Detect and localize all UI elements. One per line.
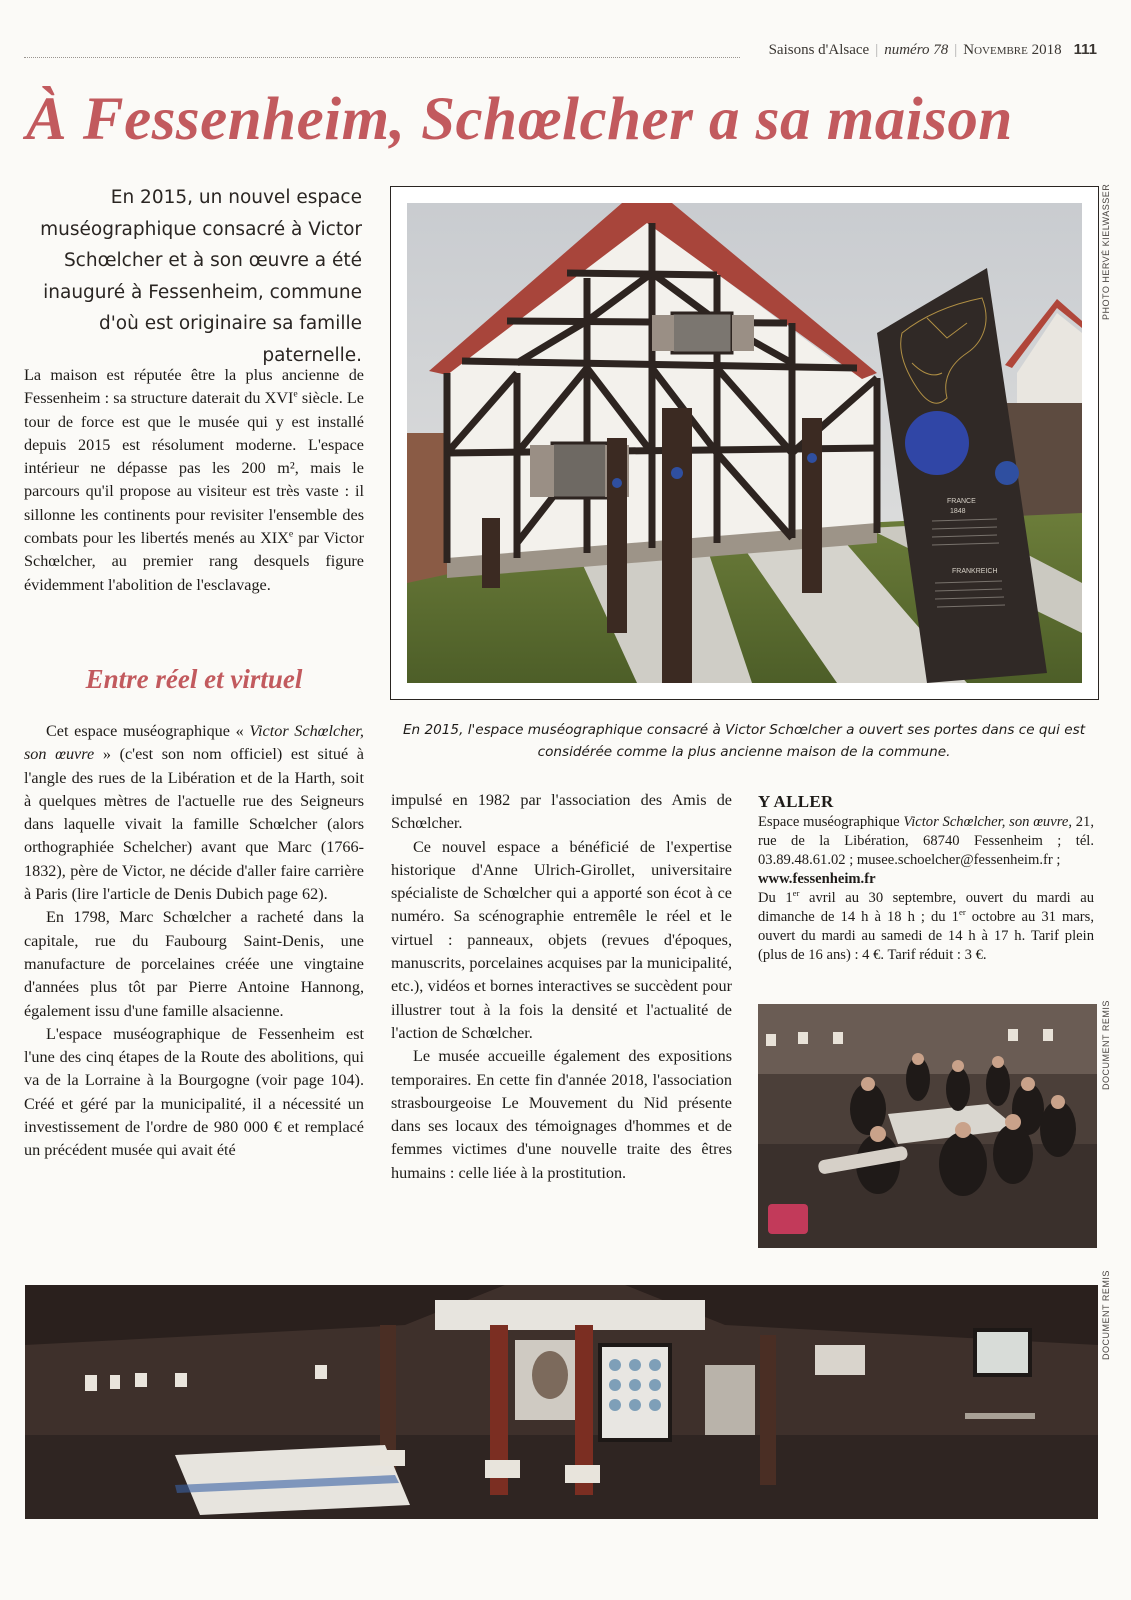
superscript: er bbox=[958, 907, 966, 918]
superscript: er bbox=[792, 888, 800, 899]
info-museum-name: Victor Schœlcher, son œuvre bbox=[903, 814, 1069, 830]
paragraph-3-continued: impulsé en 1982 par l'association des Amis de Schœlcher. bbox=[391, 791, 732, 833]
body-column-1 bbox=[24, 720, 364, 1163]
section-subhead: Entre réel et virtuel bbox=[85, 664, 303, 694]
article-title: À Fessenheim, Schœlcher a sa maison bbox=[26, 86, 1013, 153]
intro-text-2: siècle. Le tour de force est que le musée qui y est installé depuis 2015 est résolument moderne. L'espace intérieur ne dépasse pas les 200 m², mais le parcours qu'il propose au visiteur est très vaste : il sillonne les continents pour revisiter l'ensemble des combats pour les libertés menés au XIX bbox=[24, 389, 364, 548]
running-header: Saisons d'Alsace | numéro 78 | Novembre 2018 111 bbox=[768, 41, 1097, 58]
main-photo-credit: PHOTO HERVÉ KIELWASSER bbox=[1101, 183, 1111, 320]
website-link[interactable]: www.fessenheim.fr bbox=[758, 871, 876, 887]
museum-interior-panorama bbox=[25, 1285, 1098, 1519]
visitors-photo bbox=[758, 1004, 1097, 1248]
interior-photo-credit: DOCUMENT REMIS bbox=[1101, 1270, 1111, 1360]
intro-text-3: par Victor Schœlcher, au premier rang desquels figure évidemment l'abolition de l'esclavage. bbox=[24, 529, 364, 594]
main-photo-caption: En 2015, l'espace muséographique consacré à Victor Schœlcher a ouvert ses portes dans ce qui est considérée comme la plus ancienne maison de la commune. bbox=[402, 722, 1086, 760]
issue-date: Novembre 2018 bbox=[963, 42, 1062, 58]
paragraph-2: En 1798, Marc Schœlcher a racheté dans la capitale, rue du Faubourg Saint-Denis, une manufacture de porcelaines créée une vingtaine d'années plus tôt par Pierre Antoine Hannong, également issu d'une famille alsacienne. bbox=[24, 908, 364, 1020]
paragraph-4: Ce nouvel espace a bénéficié de l'expertise historique d'Anne Ulrich-Girollet, universitaire spécialiste de Schœlcher qui a apporté son écot à ce numéro. Sa scénographie entremêle le réel et le virtuel : panneaux, objets (revues d'époques, manuscrits, porcelaines acquises par la municipalité, etc.), vidéos et bornes interactives se succèdent pour illustrer tout à la fois la densité et l'actualité de l'action de Schœlcher. bbox=[391, 837, 732, 1042]
superscript: e bbox=[293, 388, 298, 400]
article-lede: En 2015, un nouvel espace muséographique consacré à Victor Schœlcher et à son œuvre a été inauguré à Fessenheim, commune d'où est originaire sa famille paternelle. bbox=[40, 187, 362, 366]
visitors-photo-credit: DOCUMENT REMIS bbox=[1101, 1000, 1111, 1090]
header-rule bbox=[24, 57, 740, 58]
intro-text-1: La maison est réputée être la plus ancienne de Fessenheim : sa structure daterait du XVI bbox=[24, 366, 364, 408]
info-heading: Y ALLER bbox=[758, 792, 834, 811]
hours-c: octobre au 31 mars, ouvert du mardi au samedi de 14 h à 17 h. Tarif plein (plus de 16 ans) : 4 €. Tarif réduit : 3 €. bbox=[758, 909, 1094, 963]
practical-info-box bbox=[758, 792, 1094, 965]
intro-paragraph bbox=[24, 364, 364, 597]
museum-official-name: Victor Schœlcher, son œuvre bbox=[24, 722, 364, 764]
superscript: e bbox=[288, 528, 294, 540]
stele-label-year: 1848 bbox=[950, 508, 966, 515]
stele-label-frankreich: FRANKREICH bbox=[952, 568, 998, 575]
hours-a: Du 1 bbox=[758, 890, 793, 906]
paragraph-5: Le musée accueille également des expositions temporaires. En cette fin d'année 2018, l'association strasbourgeoise Le Mouvement du Nid présente dans ses locaux des témoignages d'hommes et de femmes victimes d'une nouvelle traite des êtres humains : celle liée à la prostitution. bbox=[391, 1047, 732, 1182]
half-timbered-house-photo bbox=[407, 203, 1082, 683]
info-address-a: Espace muséographique bbox=[758, 814, 904, 830]
p1-text-b: » (c'est son nom officiel) est situé à l'angle des rues de la Libération et de la Harth, soit à quelques mètres de l'actuelle rue des Seigneurs dans laquelle vivait la famille Schœlcher (alors orthographiée Schelcher) avant que Marc (1766-1832), père de Victor, ne décide d'aller faire carrière à Paris (lire l'article de Denis Dubich page 62). bbox=[24, 745, 364, 904]
info-address-b: , 21, rue de la Libération, 68740 Fessenheim ; tél. 03.89.48.61.02 ; musee.schoelcher@fessenheim.fr ; bbox=[758, 814, 1095, 868]
hours-b: avril au 30 septembre, ouvert du mardi au dimanche de 14 h à 18 h ; du 1 bbox=[758, 890, 1094, 925]
page-number: 111 bbox=[1073, 41, 1097, 58]
issue-number: numéro 78 bbox=[884, 42, 949, 58]
stele-label-france: FRANCE bbox=[947, 498, 976, 505]
magazine-name: Saisons d'Alsace bbox=[768, 42, 870, 58]
body-column-2 bbox=[391, 789, 732, 1185]
p1-text-a: Cet espace muséographique « bbox=[46, 722, 250, 740]
paragraph-1 bbox=[24, 720, 364, 906]
main-photo-frame bbox=[390, 186, 1099, 700]
paragraph-3: L'espace muséographique de Fessenheim est l'une des cinq étapes de la Route des abolitions, qui va de la Lorraine à la Bourgogne (voir page 104). Créé et géré par la municipalité, il a nécessité un investissement de l'ordre de 980 000 € et remplacé un précédent musée qui avait été bbox=[24, 1024, 364, 1160]
